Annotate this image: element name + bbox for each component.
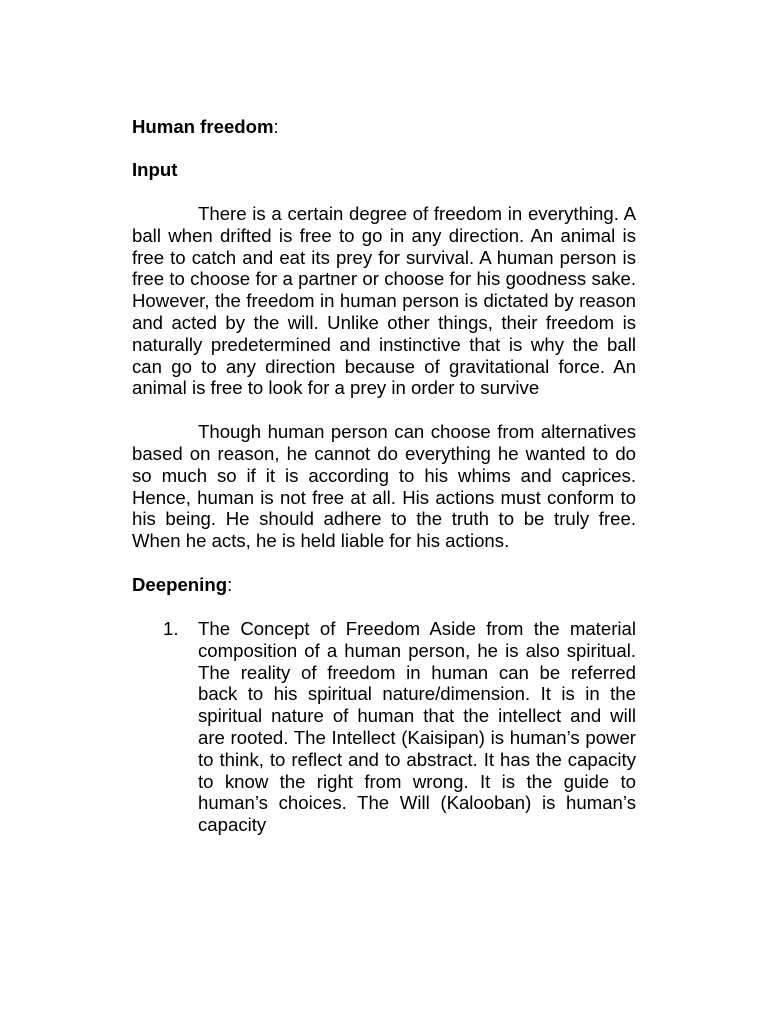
document-page: [132, 116, 636, 836]
heading-deepening: [132, 574, 636, 596]
heading-deepening-label: Deepening: [132, 573, 228, 595]
heading-input-label: Input: [132, 159, 178, 180]
list-item-number: 1.: [163, 617, 179, 639]
deepening-list: [132, 618, 636, 836]
heading-human-freedom-label: Human freedom: [132, 116, 274, 137]
heading-deepening-colon: :: [227, 573, 233, 595]
list-item-text: The Concept of Freedom Aside from the material composition of a human person, he is also spiritual. The reality of freedom in human can be referred back to his spiritual nature/dimension. It is in the spiritual nature of human that the intellect and will are rooted. The Intellect (Kaisipan) is human’s power to think, to reflect and to abstract. It has the capacity to know the right from wrong. It is the guide to human’s choices. The Will (Kalooban) is human’s capacity: [198, 617, 636, 836]
list-item: [132, 618, 636, 836]
heading-input: [132, 159, 636, 181]
paragraph-human-choice: Though human person can choose from alternatives based on reason, he cannot do everything he wanted to do so much so if it is according to his whims and caprices. Hence, human is not free at all. His actions must conform to his being. He should adhere to the truth to be truly free. When he acts, he is held liable for his actions.: [132, 421, 636, 552]
heading-human-freedom-colon: :: [273, 116, 279, 137]
heading-human-freedom: [132, 116, 636, 138]
paragraph-freedom-intro: There is a certain degree of freedom in everything. A ball when drifted is free to go in any direction. An animal is free to catch and eat its prey for survival. A human person is free to choose for a partner or choose for his goodness sake. However, the freedom in human person is dictated by reason and acted by the will. Unlike other things, their freedom is naturally predetermined and instinctive that is why the ball can go to any direction because of gravitational force. An animal is free to look for a prey in order to survive: [132, 203, 636, 399]
